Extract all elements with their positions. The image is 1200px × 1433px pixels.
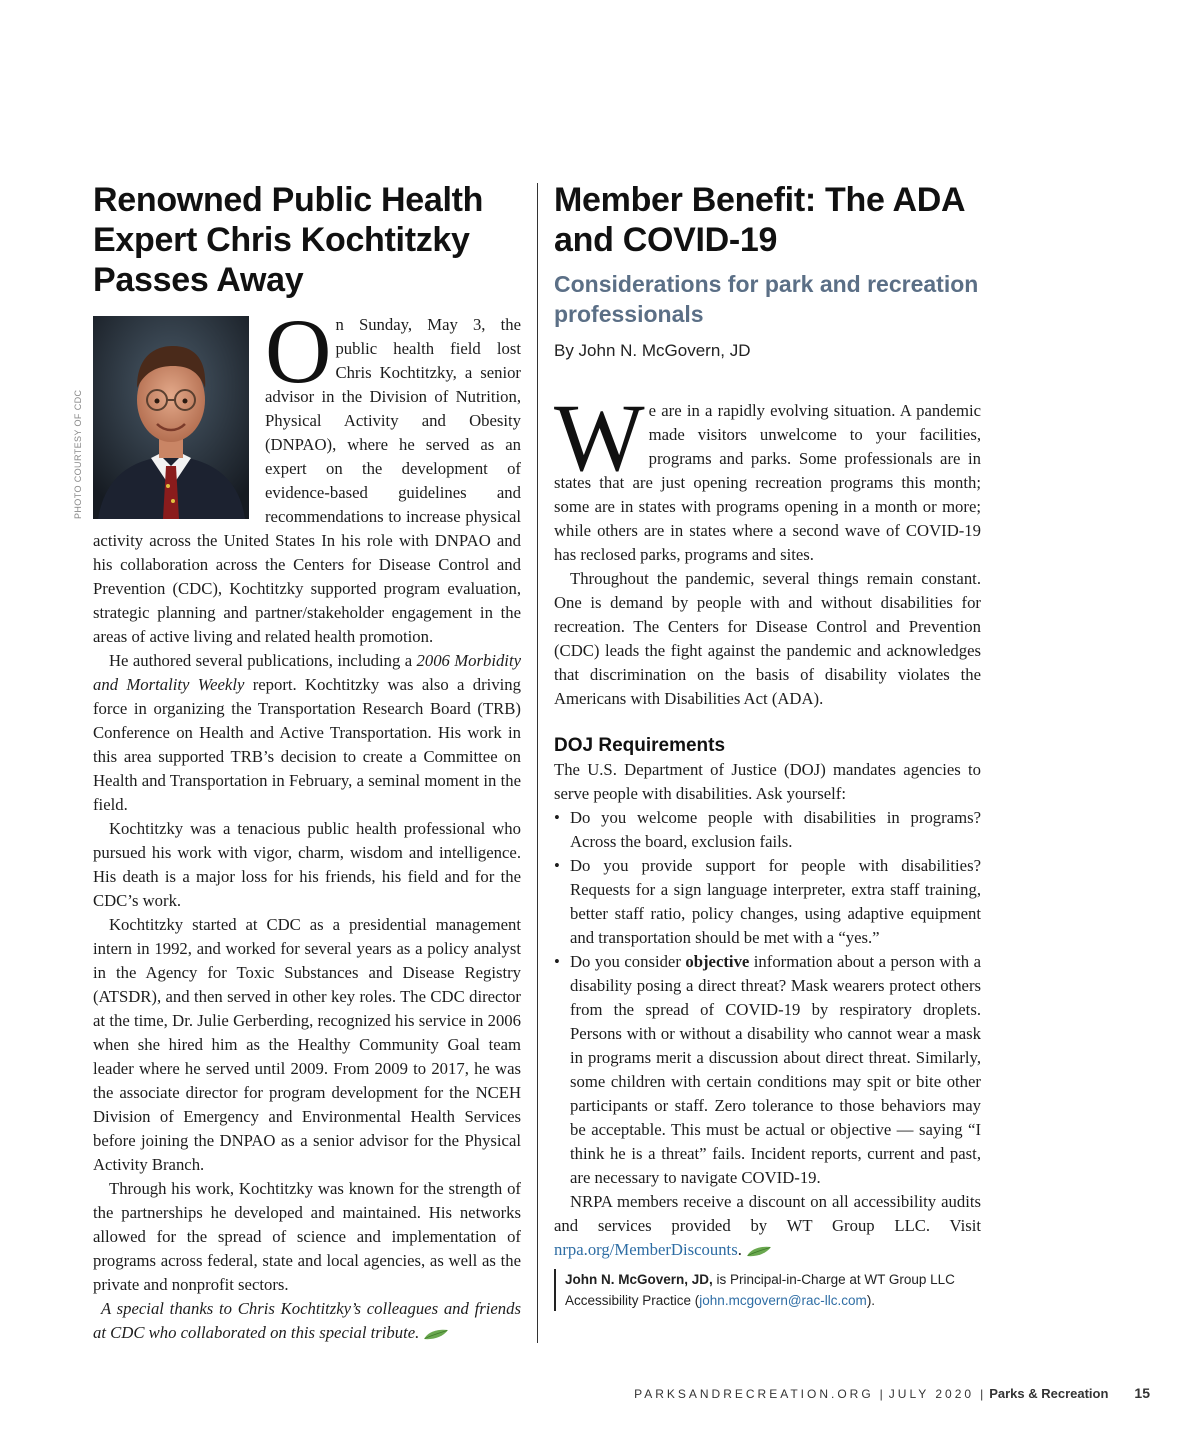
left-para-3: Kochtitzky was a tenacious public health professional who pursued his work with vigor, charm, wisdom and intelligence. His death is a major loss for his friends, his field and for the CDC’s work. — [93, 819, 521, 910]
left-para-4: Kochtitzky started at CDC as a presidential management intern in 1992, and worked for several years as a policy analyst in the Agency for Toxic Substances and Disease Registry (ATSDR), and then served in other key roles. The CDC director at the time, Dr. Julie Gerberding, recognized his service in 2006 when she hired him as the Healthy Community Goal team leader where he served until 2009. From 2009 to 2017, he was the associate director for program development for the NCEH Division of Emergency and Environmental Health Services before joining the DNPAO as a senior advisor for the Physical Activity Branch. — [93, 915, 521, 1174]
bullet3-text-b: information about a person with a disability posing a direct threat? Mask wearers protect others from the spread of COVID-19 by respiratory droplets. Persons with or without a disability who cannot wear a mask in programs merit a discussion about direct threat. Similarly, some children with certain conditions may spit or bite other participants or staff. Zero tolerance to those behaviors may be acceptable. This must be actual or objective — saying “I think he is a threat” fails. Incident reports, current and past, are necessary to navigate COVID-19. — [570, 952, 981, 1187]
requirements-list — [554, 806, 981, 1190]
left-headline: Renowned Public Health Expert Chris Kochtitzky Passes Away — [93, 181, 484, 299]
right-para-1: e are in a rapidly evolving situation. A pandemic made visitors unwelcome to your facilities, programs and parks. Some professionals are in states that are just opening recreation programs this month; some are in states with programs opening in a month or more; while others are in states where a second wave of COVID-19 has reclosed parks, programs and sites. — [554, 401, 981, 564]
footer-separator: | — [980, 1387, 984, 1401]
right-subhead: Considerations for park and recreation professionals — [554, 271, 979, 327]
right-para-3: The U.S. Department of Justice (DOJ) mandates agencies to serve people with disabilities. Ask yourself: — [554, 760, 981, 803]
list-item: • Do you provide support for people with disabilities? Requests for a sign language interpreter, extra staff training, better staff ratio, policy changes, using adaptive equipment and transportation should be met with a “yes.” — [554, 854, 981, 950]
footer-site: PARKSANDRECREATION.ORG — [634, 1387, 874, 1401]
footer-separator: | — [879, 1387, 883, 1401]
tribute-note — [93, 1297, 521, 1345]
bullet3-text-a: Do you consider — [570, 952, 686, 971]
left-para-2 — [93, 649, 521, 817]
list-item: • Do you welcome people with disabilities in programs? Across the board, exclusion fails. — [554, 806, 981, 854]
bullet3-emphasis: objective — [685, 952, 750, 971]
para4-end: . — [737, 1240, 742, 1259]
bio-text: is Principal-in-Charge at WT Group LLC Accessibility Practice ( — [565, 1272, 955, 1308]
leaf-icon — [746, 1246, 772, 1257]
right-article — [554, 180, 981, 1311]
section-title-doj: DOJ Requirements — [554, 735, 726, 756]
publication-title: 2006 Morbidity and Mortality Weekly — [93, 651, 521, 694]
para4-text: NRPA members receive a discount on all accessibility audits and services provided by WT Group LLC. Visit — [554, 1192, 981, 1235]
dropcap-o: O — [265, 300, 332, 402]
author-bio — [554, 1269, 981, 1311]
para2-text-b: report. Kochtitzky was also a driving force in organizing the Transportation Research Board (TRB) Conference on Health and Active Transportation. His work in this area supported TRB’s decision to create a Committee on Health and Transportation in February, a seminal moment in the field. — [93, 675, 521, 814]
footer-magazine: Parks & Recreation — [989, 1386, 1109, 1401]
para2-text-a: He authored several publications, including a — [109, 651, 417, 670]
page-footer — [634, 1385, 1150, 1401]
photo-credit: PHOTO COURTESY OF CDC — [73, 389, 83, 519]
page-number: 15 — [1134, 1385, 1150, 1401]
left-para-5: Through his work, Kochtitzky was known for the strength of the partnerships he developed and maintained. His networks allowed for the spread of science and implementation of programs across federal, state and local agencies, as well as the private and nonprofit sectors. — [93, 1179, 521, 1294]
author-email-link[interactable]: john.mcgovern@rac-llc.com — [699, 1293, 867, 1308]
photo-container — [73, 316, 265, 521]
footer-date: JULY 2020 — [888, 1387, 975, 1401]
portrait-photo — [93, 316, 249, 519]
leaf-icon — [423, 1329, 449, 1340]
right-body — [554, 384, 981, 1311]
bio-name: John N. McGovern, JD, — [565, 1272, 713, 1287]
byline: By John N. McGovern, JD — [554, 341, 751, 360]
right-headline: Member Benefit: The ADA and COVID-19 — [554, 181, 964, 259]
dropcap-w: W — [554, 384, 645, 491]
right-para-4 — [554, 1190, 981, 1262]
right-para-2: Throughout the pandemic, several things remain constant. One is demand by people with and without disabilities for recreation. The Centers for Disease Control and Prevention (CDC) leads the fight against the pandemic and acknowledges that discrimination on the basis of disability violates the Americans with Disabilities Act (ADA). — [554, 569, 981, 708]
list-item — [554, 950, 981, 1190]
bio-end: ). — [866, 1293, 876, 1308]
left-para-1: n Sunday, May 3, the public health field lost Chris Kochtitzky, a senior advisor in the Division of Nutrition, Physical Activity and Obesity (DNPAO), where he served as an expert on the development of evidence-based guidelines and recommendations to increase physical activity across the United States In his role with DNPAO and his collaboration across the Centers for Disease Control and Prevention (CDC), Kochtitzky supported program evaluation, strategic planning and partner/stakeholder engagement in the areas of active living and related health promotion. — [93, 315, 521, 646]
intro-block — [73, 300, 521, 649]
tribute-text: A special thanks to Chris Kochtitzky’s colleagues and friends at CDC who collaborated on this special tribute. — [93, 1299, 521, 1342]
member-discounts-link[interactable]: nrpa.org/MemberDiscounts — [554, 1240, 738, 1259]
column-divider — [537, 183, 538, 1343]
left-article — [73, 180, 521, 1345]
